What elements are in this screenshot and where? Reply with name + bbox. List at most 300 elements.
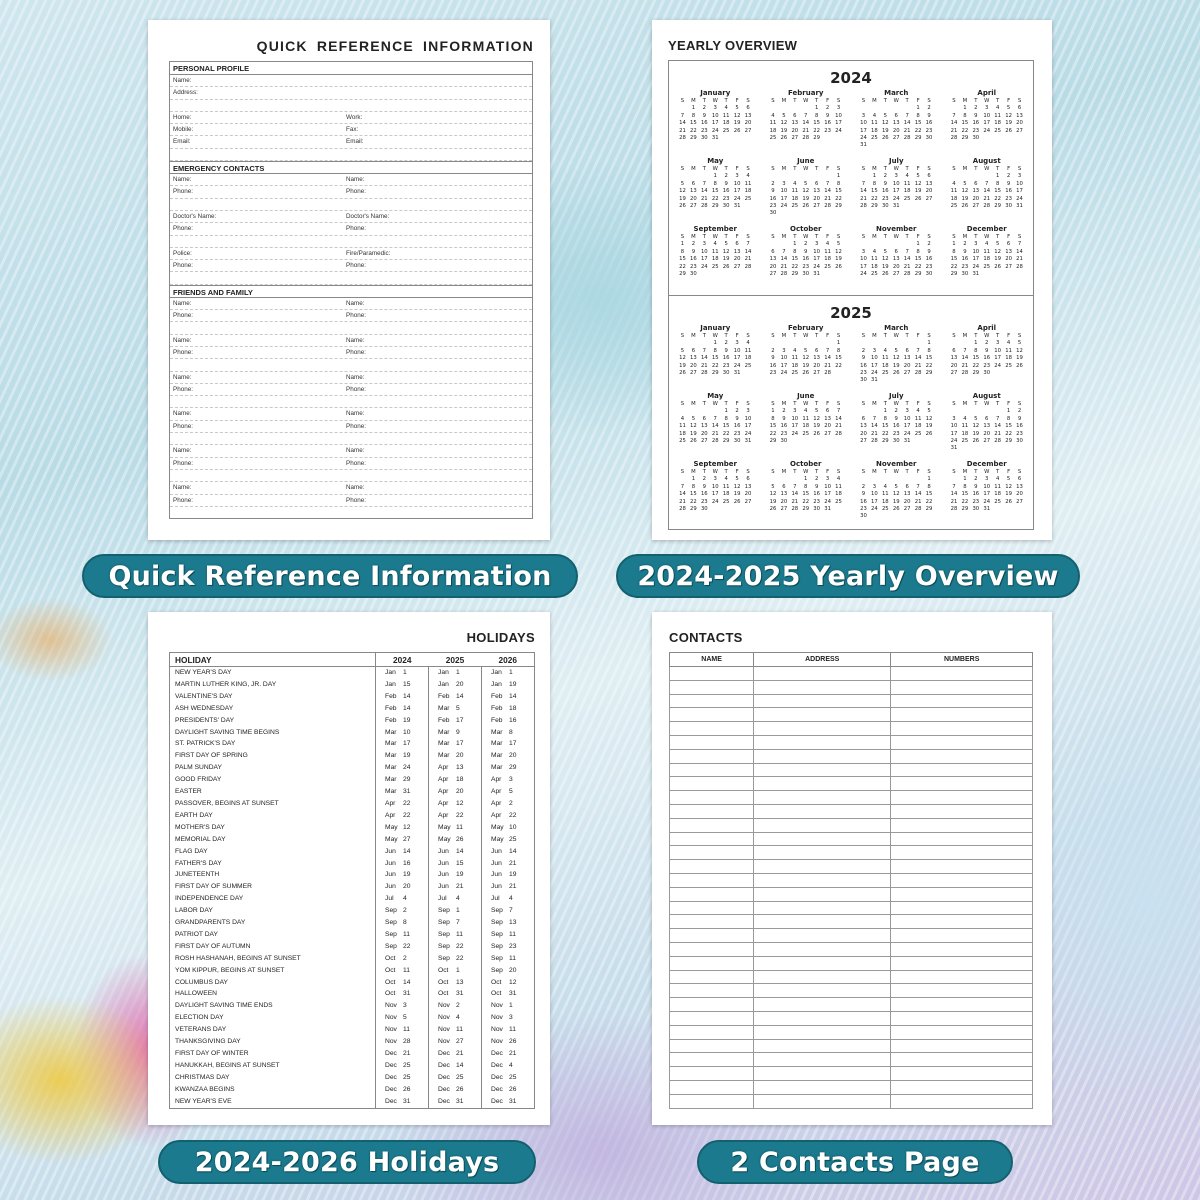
- day-number: 3: [782, 347, 786, 354]
- weekday-label: M: [872, 234, 877, 240]
- holidays-page: [148, 612, 550, 1125]
- date-day: 8: [403, 919, 407, 927]
- empty-day: [949, 476, 960, 483]
- holiday-date: [376, 1096, 429, 1108]
- holiday-name: KWANZAA BEGINS: [170, 1084, 376, 1096]
- month-name: July: [888, 157, 904, 165]
- holiday-row: [170, 703, 535, 715]
- day-number: 10: [813, 248, 821, 255]
- contact-address-cell: [754, 942, 891, 956]
- day-number: 25: [769, 134, 777, 141]
- date-day: 7: [456, 919, 460, 927]
- contact-numbers-cell: [891, 984, 1033, 998]
- day-number: 29: [961, 505, 969, 512]
- day-number: 18: [802, 423, 810, 430]
- holiday-date: [376, 1000, 429, 1012]
- contact-address-cell: [754, 694, 891, 708]
- weekday-label: S: [861, 98, 866, 104]
- day-number: 12: [1005, 112, 1012, 119]
- contact-numbers-cell: [891, 970, 1033, 984]
- field-label: Name:: [173, 484, 192, 492]
- contact-name-cell: [670, 1053, 754, 1067]
- day-number: 12: [881, 256, 889, 263]
- date-day: 22: [403, 811, 411, 819]
- day-number: 19: [961, 195, 969, 202]
- weekday-label: S: [1017, 98, 1022, 104]
- date-month: Apr: [438, 788, 449, 796]
- form-row: [170, 211, 532, 223]
- weekday-label: M: [691, 234, 696, 240]
- weekday-label: F: [916, 333, 920, 339]
- day-number: 21: [903, 263, 911, 270]
- day-number: 28: [835, 430, 842, 437]
- empty-day: [858, 241, 869, 248]
- holiday-date: [429, 810, 482, 822]
- field-label: Name:: [346, 447, 365, 455]
- field-label: Fax:: [346, 126, 359, 134]
- holiday-name: JUNETEENTH: [170, 869, 376, 881]
- day-number: 12: [1005, 483, 1012, 490]
- holiday-name: HALLOWEEN: [170, 988, 376, 1000]
- day-number: 3: [825, 476, 830, 483]
- weekday-label: M: [872, 333, 877, 339]
- date-day: 27: [456, 1038, 464, 1046]
- month-calendar: [768, 324, 845, 390]
- date-month: Mar: [438, 752, 450, 760]
- month-calendar: [858, 157, 935, 223]
- date-month: Jun: [438, 871, 449, 879]
- day-number: 14: [860, 188, 867, 195]
- day-number: 5: [894, 347, 898, 354]
- day-number: 18: [824, 256, 831, 263]
- month-calendar: [949, 225, 1026, 291]
- day-number: 30: [1005, 202, 1012, 209]
- day-grid: [768, 333, 845, 377]
- date-month: Mar: [438, 704, 450, 712]
- holiday-row: [170, 869, 535, 881]
- month-name: July: [888, 392, 904, 400]
- holiday-name: MOTHER'S DAY: [170, 822, 376, 834]
- weekday-label: F: [916, 98, 920, 104]
- day-number: 12: [961, 188, 969, 195]
- day-number: 27: [744, 498, 752, 505]
- day-number: 19: [994, 256, 1002, 263]
- date-month: Mar: [491, 728, 503, 736]
- weekday-label: W: [984, 166, 990, 172]
- contact-row: [670, 970, 1033, 984]
- holiday-date: [429, 703, 482, 715]
- holiday-row: [170, 1096, 535, 1108]
- weekday-label: T: [883, 401, 887, 407]
- date-month: Jun: [491, 847, 502, 855]
- contact-numbers-cell: [891, 998, 1033, 1012]
- weekday-label: S: [680, 98, 685, 104]
- day-number: 15: [914, 120, 922, 127]
- contact-row: [670, 998, 1033, 1012]
- day-number: 6: [905, 483, 909, 490]
- day-number: 2: [861, 483, 866, 490]
- day-number: 9: [735, 415, 739, 422]
- contact-row: [670, 804, 1033, 818]
- contact-row: [670, 1011, 1033, 1025]
- month-calendar: [768, 392, 845, 458]
- day-number: 5: [916, 173, 920, 180]
- day-number: 4: [713, 241, 717, 248]
- weekday-label: T: [702, 333, 706, 339]
- holiday-name: ASH WEDNESDAY: [170, 703, 376, 715]
- holiday-name: MARTIN LUTHER KING, JR. DAY: [170, 679, 376, 691]
- date-month: Jan: [438, 680, 449, 688]
- empty-day: [710, 408, 721, 415]
- date-day: 28: [403, 1038, 411, 1046]
- date-month: Oct: [491, 978, 502, 986]
- contact-name-cell: [670, 680, 754, 694]
- day-grid: [768, 166, 845, 218]
- weekday-label: T: [815, 98, 819, 104]
- contact-name-cell: [670, 915, 754, 929]
- holiday-date: [376, 893, 429, 905]
- holiday-date: [376, 977, 429, 989]
- weekday-label: S: [680, 401, 685, 407]
- holiday-row: [170, 905, 535, 917]
- holiday-date: [482, 929, 535, 941]
- day-number: 20: [744, 491, 752, 498]
- day-number: 19: [835, 256, 842, 263]
- holiday-row: [170, 1084, 535, 1096]
- contact-row: [670, 860, 1033, 874]
- day-number: 7: [680, 483, 685, 490]
- weekday-label: F: [735, 234, 739, 240]
- date-day: 3: [509, 1014, 513, 1022]
- field-label: [346, 396, 532, 407]
- day-number: 27: [860, 437, 867, 444]
- day-number: 27: [769, 270, 777, 277]
- day-number: 4: [680, 415, 685, 422]
- day-number: 10: [1016, 180, 1023, 187]
- banner-contacts: 2 Contacts Page: [697, 1140, 1013, 1184]
- empty-day: [902, 340, 913, 347]
- day-number: 13: [903, 355, 911, 362]
- contact-address-cell: [754, 1011, 891, 1025]
- contact-numbers-cell: [891, 1011, 1033, 1025]
- date-day: 24: [403, 764, 411, 772]
- weekday-label: T: [996, 469, 1000, 475]
- day-number: 11: [791, 188, 799, 195]
- date-month: Jun: [385, 847, 396, 855]
- empty-day: [869, 241, 880, 248]
- date-day: 19: [403, 752, 411, 760]
- contact-name-cell: [670, 1080, 754, 1094]
- empty-day: [789, 173, 800, 180]
- date-month: Nov: [385, 1014, 397, 1022]
- contact-name-cell: [670, 735, 754, 749]
- contact-address-cell: [754, 1094, 891, 1108]
- contact-address-cell: [754, 832, 891, 846]
- date-month: Dec: [491, 1073, 503, 1081]
- day-number: 22: [835, 195, 842, 202]
- day-number: 28: [780, 270, 788, 277]
- weekday-label: F: [916, 166, 920, 172]
- day-number: 15: [690, 120, 697, 127]
- date-day: 29: [403, 776, 411, 784]
- day-number: 5: [771, 483, 775, 490]
- contact-numbers-cell: [891, 791, 1033, 805]
- day-number: 5: [1006, 476, 1011, 483]
- day-number: 28: [700, 202, 708, 209]
- day-number: 5: [963, 180, 967, 187]
- holiday-name: LABOR DAY: [170, 905, 376, 917]
- day-number: 3: [985, 105, 989, 112]
- date-month: Feb: [385, 692, 397, 700]
- day-number: 20: [972, 195, 980, 202]
- day-number: 22: [950, 263, 958, 270]
- field-label: Phone:: [346, 496, 366, 504]
- day-number: 13: [813, 355, 821, 362]
- day-number: 1: [963, 476, 967, 483]
- holiday-date: [376, 727, 429, 739]
- day-number: 17: [835, 120, 842, 127]
- day-grid: [949, 166, 1026, 210]
- weekday-label: S: [771, 469, 775, 475]
- day-number: 26: [802, 369, 810, 376]
- day-number: 24: [711, 498, 719, 505]
- day-number: 20: [983, 430, 991, 437]
- contact-address-cell: [754, 970, 891, 984]
- day-number: 13: [1005, 248, 1012, 255]
- date-month: Sep: [491, 930, 503, 938]
- day-number: 26: [892, 505, 900, 512]
- holiday-date: [429, 881, 482, 893]
- date-month: Mar: [491, 764, 503, 772]
- holiday-date: [482, 941, 535, 953]
- day-number: 8: [793, 248, 797, 255]
- form-row: [170, 272, 532, 284]
- contact-numbers-cell: [891, 680, 1033, 694]
- day-number: 24: [903, 430, 911, 437]
- empty-day: [869, 105, 880, 112]
- day-number: 14: [914, 491, 922, 498]
- day-number: 6: [814, 180, 819, 187]
- weekday-label: F: [916, 401, 920, 407]
- day-number: 3: [952, 415, 956, 422]
- contact-name-cell: [670, 1094, 754, 1108]
- holiday-date: [482, 917, 535, 929]
- day-number: 21: [835, 423, 842, 430]
- day-number: 3: [735, 173, 739, 180]
- day-number: 11: [835, 483, 842, 490]
- month-calendar: [858, 89, 935, 155]
- month-calendar: [677, 392, 754, 458]
- day-number: 18: [983, 256, 991, 263]
- day-number: 30: [892, 437, 900, 444]
- column-header-2025: 2025: [429, 653, 482, 667]
- holiday-date: [429, 679, 482, 691]
- day-number: 17: [700, 256, 708, 263]
- day-number: 25: [802, 430, 810, 437]
- day-number: 26: [961, 202, 969, 209]
- contact-row: [670, 1025, 1033, 1039]
- weekday-label: T: [815, 166, 819, 172]
- day-number: 25: [1005, 362, 1012, 369]
- day-number: 23: [780, 430, 788, 437]
- contact-numbers-cell: [891, 1039, 1033, 1053]
- day-number: 10: [871, 491, 878, 498]
- form-row: [170, 298, 532, 310]
- holiday-row: [170, 1048, 535, 1060]
- holiday-date: [482, 750, 535, 762]
- empty-day: [959, 173, 970, 180]
- contact-name-cell: [670, 1067, 754, 1081]
- day-number: 17: [892, 188, 900, 195]
- weekday-label: T: [883, 234, 887, 240]
- contact-address-cell: [754, 956, 891, 970]
- weekday-label: F: [1007, 469, 1011, 475]
- holiday-row: [170, 846, 535, 858]
- day-number: 6: [746, 476, 750, 483]
- column-header-2026: 2026: [482, 653, 535, 667]
- day-number: 6: [1006, 241, 1011, 248]
- day-grid: [858, 234, 935, 278]
- contact-address-cell: [754, 791, 891, 805]
- date-day: 4: [456, 895, 460, 903]
- weekday-label: S: [836, 234, 841, 240]
- day-number: 4: [995, 476, 1000, 483]
- day-number: 11: [961, 423, 969, 430]
- weekday-label: M: [962, 234, 968, 240]
- empty-day: [699, 340, 710, 347]
- weekday-label: S: [771, 234, 775, 240]
- holiday-row: [170, 786, 535, 798]
- contact-numbers-cell: [891, 901, 1033, 915]
- weekday-label: F: [916, 234, 920, 240]
- banner-holidays: 2024-2026 Holidays: [158, 1140, 536, 1184]
- day-number: 8: [771, 415, 775, 422]
- weekday-label: S: [952, 98, 956, 104]
- day-number: 3: [861, 112, 866, 119]
- date-month: Dec: [438, 1085, 450, 1093]
- month-calendar: [949, 324, 1026, 390]
- day-number: 22: [813, 127, 821, 134]
- day-number: 30: [722, 369, 730, 376]
- day-number: 25: [679, 437, 686, 444]
- day-number: 1: [1006, 408, 1011, 415]
- date-month: Feb: [438, 692, 450, 700]
- date-day: 26: [403, 1085, 411, 1093]
- day-number: 7: [861, 180, 866, 187]
- empty-day: [970, 173, 981, 180]
- contact-numbers-cell: [891, 929, 1033, 943]
- day-number: 15: [871, 188, 878, 195]
- day-number: 6: [691, 347, 696, 354]
- holiday-date: [482, 881, 535, 893]
- day-number: 17: [871, 498, 878, 505]
- holiday-date: [482, 715, 535, 727]
- day-number: 14: [791, 491, 799, 498]
- day-number: 3: [746, 408, 750, 415]
- field-label: Email:: [173, 138, 191, 146]
- date-day: 11: [509, 930, 516, 938]
- form-row: [170, 433, 532, 445]
- month-name: March: [884, 89, 909, 97]
- date-month: Nov: [438, 1002, 450, 1010]
- empty-day: [869, 340, 880, 347]
- day-number: 27: [903, 369, 911, 376]
- day-number: 10: [835, 112, 842, 119]
- contact-numbers-cell: [891, 1094, 1033, 1108]
- day-number: 27: [925, 195, 933, 202]
- column-header-holiday: HOLIDAY: [170, 653, 376, 667]
- weekday-label: T: [996, 333, 1000, 339]
- date-month: Sep: [385, 942, 397, 950]
- date-month: Mar: [491, 752, 503, 760]
- holiday-date: [482, 834, 535, 846]
- day-number: 9: [927, 248, 931, 255]
- form-row: [170, 372, 532, 384]
- day-number: 15: [711, 188, 719, 195]
- weekday-label: M: [962, 98, 968, 104]
- empty-day: [800, 340, 811, 347]
- day-number: 5: [836, 241, 841, 248]
- day-number: 8: [691, 112, 696, 119]
- empty-day: [768, 173, 779, 180]
- day-number: 11: [871, 256, 878, 263]
- contact-name-cell: [670, 708, 754, 722]
- day-number: 11: [871, 120, 878, 127]
- day-number: 18: [791, 195, 799, 202]
- holiday-date: [376, 1048, 429, 1060]
- contact-name-cell: [670, 777, 754, 791]
- form-row: [170, 408, 532, 420]
- day-number: 23: [722, 195, 730, 202]
- contact-row: [670, 984, 1033, 998]
- date-month: Mar: [385, 752, 397, 760]
- empty-day: [981, 408, 992, 415]
- day-number: 4: [985, 241, 989, 248]
- contact-numbers-cell: [891, 735, 1033, 749]
- weekday-label: M: [872, 469, 877, 475]
- holiday-date: [376, 905, 429, 917]
- day-grid: [949, 98, 1026, 142]
- date-month: Jun: [385, 883, 396, 891]
- day-number: 3: [1017, 173, 1022, 180]
- day-number: 8: [952, 248, 956, 255]
- holiday-date: [429, 858, 482, 870]
- day-number: 27: [983, 437, 991, 444]
- form-row: [170, 335, 532, 347]
- holiday-date: [376, 798, 429, 810]
- day-number: 24: [860, 270, 867, 277]
- day-number: 13: [744, 483, 752, 490]
- day-number: 18: [961, 430, 969, 437]
- date-day: 4: [509, 1061, 513, 1069]
- day-number: 8: [916, 248, 920, 255]
- day-number: 12: [733, 112, 741, 119]
- field-label: [173, 236, 346, 247]
- day-number: 2: [974, 105, 978, 112]
- day-number: 13: [892, 120, 900, 127]
- day-number: 1: [804, 476, 808, 483]
- day-grid: [858, 166, 935, 210]
- weekday-label: T: [815, 469, 819, 475]
- weekday-label: T: [815, 401, 819, 407]
- holiday-date: [376, 810, 429, 822]
- day-number: 30: [769, 210, 777, 217]
- day-number: 19: [1016, 355, 1023, 362]
- date-day: 31: [456, 1097, 464, 1105]
- field-label: Name:: [346, 484, 365, 492]
- day-number: 7: [905, 112, 909, 119]
- day-number: 17: [824, 491, 831, 498]
